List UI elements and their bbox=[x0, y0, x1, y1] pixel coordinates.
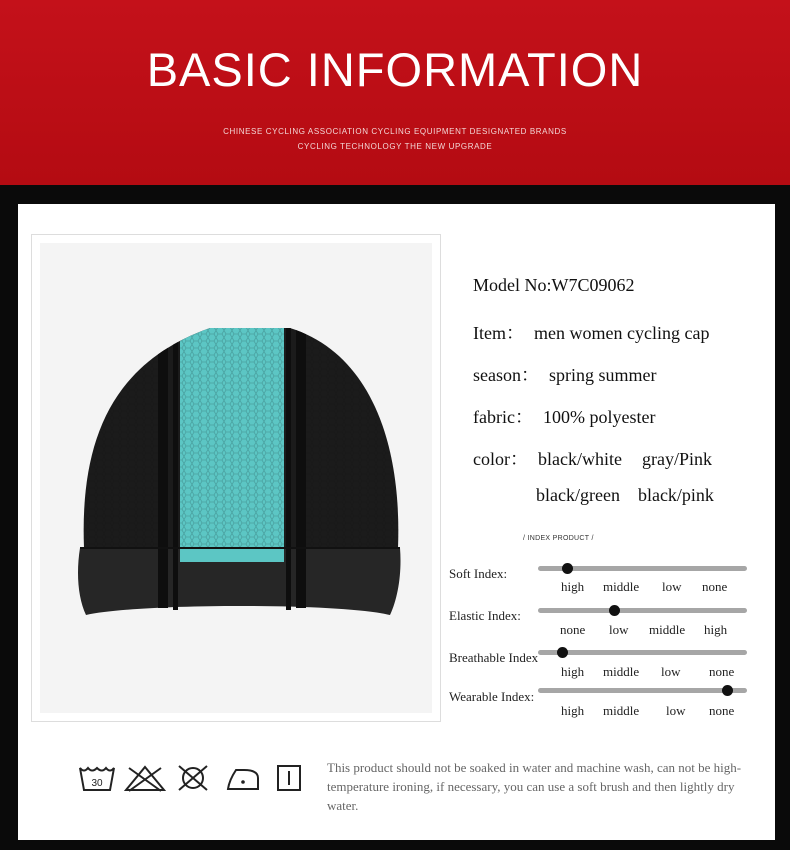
soft-index-marker bbox=[562, 563, 573, 574]
care-instructions: This product should not be soaked in water and machine wash, can not be high-temperature ironing, if necessary, you can use a soft brush and then lightly dry water. bbox=[327, 760, 742, 813]
index-level: none bbox=[702, 579, 728, 594]
iron-low-icon bbox=[224, 764, 262, 792]
wearable-index-track bbox=[538, 688, 747, 693]
spec-fabric bbox=[473, 403, 655, 429]
index-level: high bbox=[704, 622, 728, 637]
product-image-frame bbox=[31, 234, 441, 722]
spec-item-label: Item： bbox=[473, 323, 524, 343]
banner-subtitle-1: CHINESE CYCLING ASSOCIATION CYCLING EQUIPMENT DESIGNATED BRANDS bbox=[223, 127, 567, 136]
wearable-index-marker bbox=[722, 685, 733, 696]
breathable-index-track bbox=[538, 650, 747, 655]
index-level: none bbox=[560, 622, 586, 637]
index-level: middle bbox=[603, 664, 640, 679]
index-label: Wearable Index: bbox=[449, 689, 535, 704]
index-label: Breathable Index bbox=[449, 650, 539, 665]
spec-color-label: color： bbox=[473, 449, 528, 469]
color-option: black/green bbox=[536, 485, 620, 505]
page-title: BASIC INFORMATION bbox=[146, 43, 644, 96]
index-level: high bbox=[561, 664, 585, 679]
spec-color bbox=[473, 445, 712, 471]
spec-season-value: spring summer bbox=[549, 365, 657, 385]
line-dry-icon bbox=[276, 764, 302, 792]
index-level: none bbox=[709, 664, 735, 679]
header-banner bbox=[0, 0, 790, 185]
no-bleach-icon bbox=[123, 764, 167, 792]
index-level: middle bbox=[603, 579, 640, 594]
banner-subtitle-2: CYCLING TECHNOLOGY THE NEW UPGRADE bbox=[297, 142, 493, 151]
index-level: middle bbox=[649, 622, 686, 637]
index-level: high bbox=[561, 703, 585, 718]
model-number: Model No:W7C09062 bbox=[473, 275, 635, 295]
spec-fabric-value: 100% polyester bbox=[542, 407, 656, 427]
spec-item bbox=[473, 319, 709, 345]
index-label: Elastic Index: bbox=[449, 608, 521, 623]
elastic-index-track bbox=[538, 608, 747, 613]
index-label: Soft Index: bbox=[449, 566, 508, 581]
product-image bbox=[40, 243, 432, 713]
index-level: low bbox=[662, 579, 682, 594]
breathable-index-marker bbox=[557, 647, 568, 658]
spec-item-value: men women cycling cap bbox=[534, 323, 710, 343]
color-option: black/pink bbox=[637, 485, 714, 505]
index-level: middle bbox=[603, 703, 640, 718]
index-level: low bbox=[661, 664, 681, 679]
color-option: gray/Pink bbox=[641, 449, 712, 469]
index-level: none bbox=[709, 703, 735, 718]
color-option: black/white bbox=[537, 449, 622, 469]
index-level: low bbox=[666, 703, 686, 718]
spec-color-row2 bbox=[536, 485, 714, 506]
spec-season-label: season： bbox=[473, 365, 539, 385]
index-level: low bbox=[609, 622, 629, 637]
cycling-cap-image bbox=[40, 243, 432, 713]
index-section-header: / INDEX PRODUCT / bbox=[523, 535, 594, 542]
index-level: high bbox=[561, 579, 585, 594]
spec-season bbox=[473, 361, 657, 387]
wash-temp-label: 30 bbox=[91, 778, 103, 789]
spec-fabric-label: fabric： bbox=[473, 407, 533, 427]
no-tumble-dry-icon bbox=[175, 764, 211, 792]
elastic-index-marker bbox=[609, 605, 620, 616]
wash-30-icon bbox=[78, 764, 116, 792]
